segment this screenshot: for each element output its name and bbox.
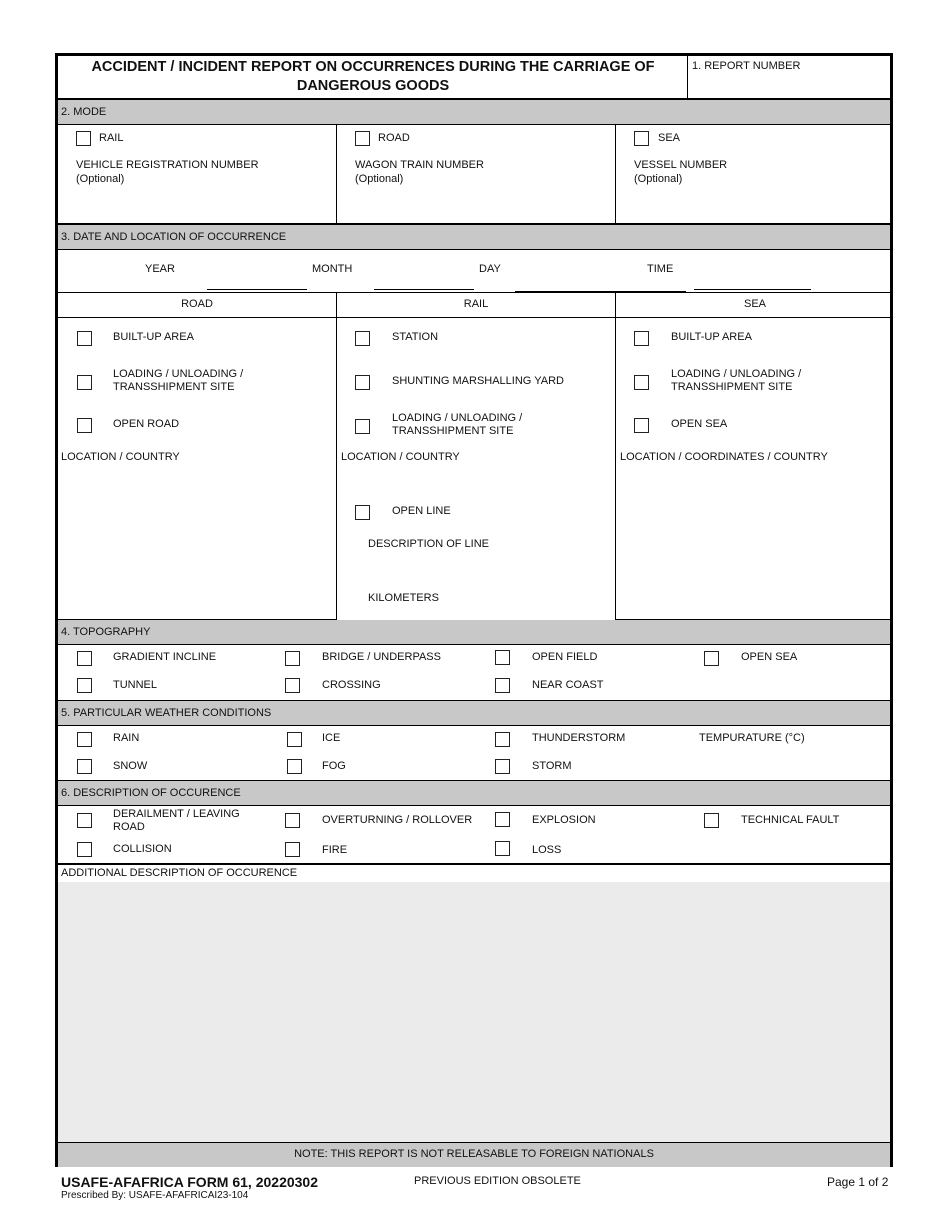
- additional-description-label: ADDITIONAL DESCRIPTION OF OCCURENCE: [61, 867, 298, 879]
- fire-checkbox[interactable]: [285, 842, 300, 857]
- gradient-checkbox[interactable]: [77, 651, 92, 666]
- rain-label: RAIN: [113, 732, 140, 744]
- loss-checkbox[interactable]: [495, 841, 510, 856]
- open-road-label: OPEN ROAD: [113, 418, 180, 430]
- road-location-label: LOCATION / COUNTRY: [61, 451, 180, 463]
- loss-label: LOSS: [532, 844, 562, 856]
- column-rail-heading: RAIL: [463, 298, 489, 310]
- explosion-checkbox[interactable]: [495, 812, 510, 827]
- tunnel-checkbox[interactable]: [77, 678, 92, 693]
- near-coast-checkbox[interactable]: [495, 678, 510, 693]
- previous-edition-note: PREVIOUS EDITION OBSOLETE: [414, 1175, 581, 1187]
- mode-section-heading: 2. MODE: [58, 100, 890, 124]
- sea-builtup-checkbox[interactable]: [634, 331, 649, 346]
- storm-checkbox[interactable]: [495, 759, 510, 774]
- optional-label: (Optional): [634, 173, 683, 185]
- rail-shunting-checkbox[interactable]: [355, 375, 370, 390]
- weather-section-heading: 5. PARTICULAR WEATHER CONDITIONS: [58, 701, 890, 725]
- month-label: MONTH: [312, 263, 353, 275]
- report-number-field[interactable]: [692, 74, 890, 94]
- report-form: [55, 53, 893, 1167]
- collision-checkbox[interactable]: [77, 842, 92, 857]
- rail-open-line-checkbox[interactable]: [355, 505, 370, 520]
- snow-checkbox[interactable]: [77, 759, 92, 774]
- year-field[interactable]: [207, 289, 307, 290]
- overturning-checkbox[interactable]: [285, 813, 300, 828]
- day-label: DAY: [479, 263, 501, 275]
- thunderstorm-checkbox[interactable]: [495, 732, 510, 747]
- rail-location-label: LOCATION / COUNTRY: [341, 451, 460, 463]
- overturning-label: OVERTURNING / ROLLOVER: [322, 814, 473, 826]
- mode-sea-checkbox[interactable]: [634, 131, 649, 146]
- road-loading-label: LOADING / UNLOADING / TRANSSHIPMENT SITE: [113, 368, 244, 393]
- rail-loading-checkbox[interactable]: [355, 419, 370, 434]
- road-open-road-checkbox[interactable]: [77, 418, 92, 433]
- open-sea-label: OPEN SEA: [671, 418, 728, 430]
- column-sea-heading: SEA: [743, 298, 766, 310]
- optional-label: (Optional): [355, 173, 404, 185]
- form-title: [58, 56, 688, 96]
- explosion-label: EXPLOSION: [532, 814, 596, 826]
- release-note: NOTE: THIS REPORT IS NOT RELEASABLE TO FOREIGN NATIONALS: [294, 1148, 654, 1160]
- temperature-label: TEMPURATURE (°C): [699, 732, 805, 744]
- topo-open-sea-label: OPEN SEA: [741, 651, 798, 663]
- rail-station-checkbox[interactable]: [355, 331, 370, 346]
- sea-location-label: LOCATION / COORDINATES / COUNTRY: [620, 451, 828, 463]
- road-builtup-checkbox[interactable]: [77, 331, 92, 346]
- kilometers-label: KILOMETERS: [368, 592, 439, 604]
- ice-checkbox[interactable]: [287, 732, 302, 747]
- release-note-bar: [58, 1143, 890, 1167]
- derailment-checkbox[interactable]: [77, 813, 92, 828]
- mode-rail-label: RAIL: [99, 132, 124, 144]
- gradient-label: GRADIENT INCLINE: [113, 651, 217, 663]
- sea-open-sea-checkbox[interactable]: [634, 418, 649, 433]
- page-number: Page 1 of 2: [827, 1175, 889, 1189]
- time-field[interactable]: [694, 289, 811, 290]
- description-section-heading: 6. DESCRIPTION OF OCCURENCE: [58, 781, 890, 805]
- year-label: YEAR: [145, 263, 175, 275]
- description-of-line-label: DESCRIPTION OF LINE: [368, 538, 490, 550]
- crossing-label: CROSSING: [322, 679, 381, 691]
- bridge-label: BRIDGE / UNDERPASS: [322, 651, 441, 663]
- vessel-number-label: VESSEL NUMBER: [634, 159, 728, 171]
- open-line-label: OPEN LINE: [392, 505, 451, 517]
- sea-loading-checkbox[interactable]: [634, 375, 649, 390]
- road-builtup-label: BUILT-UP AREA: [113, 331, 194, 343]
- wagon-train-label: WAGON TRAIN NUMBER: [355, 159, 484, 171]
- derailment-label: DERAILMENT / LEAVING ROAD: [113, 808, 240, 833]
- tunnel-label: TUNNEL: [113, 679, 158, 691]
- thunderstorm-label: THUNDERSTORM: [532, 732, 626, 744]
- title-line-1: ACCIDENT / INCIDENT REPORT ON OCCURRENCES DURING THE CARRIAGE OF: [91, 59, 655, 75]
- ice-label: ICE: [322, 732, 341, 744]
- sea-builtup-label: BUILT-UP AREA: [671, 331, 752, 343]
- topography-section-heading: 4. TOPOGRAPHY: [58, 620, 890, 644]
- fog-label: FOG: [322, 760, 346, 772]
- station-label: STATION: [392, 331, 439, 343]
- fog-checkbox[interactable]: [287, 759, 302, 774]
- technical-fault-label: TECHNICAL FAULT: [741, 814, 840, 826]
- snow-label: SNOW: [113, 760, 148, 772]
- topo-open-sea-checkbox[interactable]: [704, 651, 719, 666]
- vehicle-registration-label: VEHICLE REGISTRATION NUMBER: [76, 159, 259, 171]
- occurrence-section-heading: 3. DATE AND LOCATION OF OCCURRENCE: [58, 225, 890, 249]
- report-number-label: 1. REPORT NUMBER: [692, 60, 801, 72]
- mode-sea-label: SEA: [658, 132, 681, 144]
- fire-label: FIRE: [322, 844, 348, 856]
- open-field-checkbox[interactable]: [495, 650, 510, 665]
- time-label: TIME: [647, 263, 674, 275]
- month-field[interactable]: [374, 289, 474, 290]
- column-road-heading: ROAD: [181, 298, 213, 310]
- collision-label: COLLISION: [113, 843, 172, 855]
- prescribed-by: Prescribed By: USAFE-AFAFRICAI23-104: [61, 1190, 249, 1201]
- storm-label: STORM: [532, 760, 572, 772]
- mode-road-checkbox[interactable]: [355, 131, 370, 146]
- bridge-checkbox[interactable]: [285, 651, 300, 666]
- open-field-label: OPEN FIELD: [532, 651, 598, 663]
- sea-loading-label: LOADING / UNLOADING / TRANSSHIPMENT SITE: [671, 368, 802, 393]
- road-loading-checkbox[interactable]: [77, 375, 92, 390]
- rain-checkbox[interactable]: [77, 732, 92, 747]
- optional-label: (Optional): [76, 173, 125, 185]
- crossing-checkbox[interactable]: [285, 678, 300, 693]
- shunting-yard-label: SHUNTING MARSHALLING YARD: [392, 375, 564, 387]
- form-id: USAFE-AFAFRICA FORM 61, 20220302: [61, 1174, 318, 1190]
- additional-description-field[interactable]: [58, 882, 890, 1142]
- technical-fault-checkbox[interactable]: [704, 813, 719, 828]
- rail-loading-label: LOADING / UNLOADING / TRANSSHIPMENT SITE: [392, 412, 523, 437]
- near-coast-label: NEAR COAST: [532, 679, 604, 691]
- mode-rail-checkbox[interactable]: [76, 131, 91, 146]
- mode-road-label: ROAD: [378, 132, 410, 144]
- title-line-2: DANGEROUS GOODS: [296, 78, 450, 94]
